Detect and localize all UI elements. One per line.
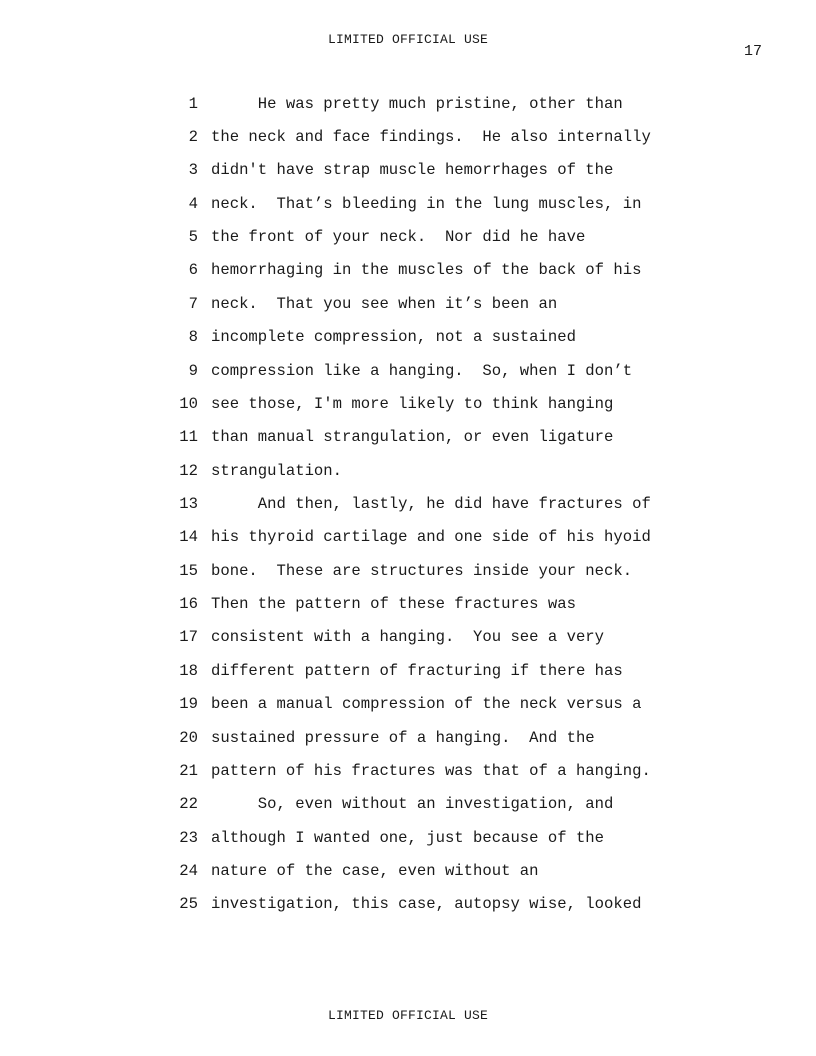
page-number: 17 — [743, 43, 762, 60]
line-number: 19 — [179, 695, 198, 714]
line-text: incomplete compression, not a sustained — [211, 328, 576, 347]
line-text: neck. That’s bleeding in the lung muscles, in — [211, 194, 642, 213]
transcript-line — [170, 788, 690, 821]
line-number: 9 — [188, 361, 198, 380]
line-text: strangulation. — [211, 461, 343, 480]
transcript-line — [170, 821, 690, 854]
line-number: 25 — [179, 895, 198, 914]
transcript-line — [170, 421, 690, 454]
line-text: bone. These are structures inside your neck. — [211, 561, 633, 580]
transcript-body — [170, 87, 690, 921]
line-text: than manual strangulation, or even ligature — [211, 428, 614, 447]
transcript-line — [170, 621, 690, 654]
transcript-line — [170, 888, 690, 921]
line-number: 7 — [188, 294, 198, 313]
transcript-line — [170, 220, 690, 253]
line-number: 15 — [179, 561, 198, 580]
transcript-line — [170, 721, 690, 754]
line-text: his thyroid cartilage and one side of his hyoid — [211, 528, 651, 547]
line-number: 20 — [179, 728, 198, 747]
line-text: see those, I'm more likely to think hanging — [211, 394, 614, 413]
line-text: Then the pattern of these fractures was — [211, 595, 576, 614]
line-text: neck. That you see when it’s been an — [211, 294, 558, 313]
transcript-line — [170, 521, 690, 554]
line-number: 13 — [179, 494, 198, 513]
line-number: 6 — [188, 261, 198, 280]
line-number: 4 — [188, 194, 198, 213]
header-classification-marking: LIMITED OFFICIAL USE — [327, 32, 489, 47]
transcript-line — [170, 554, 690, 587]
transcript-line — [170, 587, 690, 620]
line-number: 23 — [179, 828, 198, 847]
line-number: 1 — [188, 94, 198, 113]
line-number: 22 — [179, 795, 198, 814]
transcript-line — [170, 754, 690, 787]
line-text: And then, lastly, he did have fractures of — [211, 494, 651, 513]
line-text: investigation, this case, autopsy wise, looked — [211, 895, 642, 914]
transcript-line — [170, 454, 690, 487]
line-text: the neck and face findings. He also internally — [211, 128, 651, 147]
footer-classification-marking: LIMITED OFFICIAL USE — [327, 1008, 489, 1023]
line-number: 2 — [188, 128, 198, 147]
line-text: pattern of his fractures was that of a hanging. — [211, 761, 651, 780]
line-number: 8 — [188, 328, 198, 347]
line-text: the front of your neck. Nor did he have — [211, 228, 586, 247]
transcript-line — [170, 87, 690, 120]
line-text: consistent with a hanging. You see a very — [211, 628, 605, 647]
line-number: 10 — [179, 394, 198, 413]
line-text: compression like a hanging. So, when I don’t — [211, 361, 633, 380]
line-number: 3 — [188, 161, 198, 180]
transcript-line — [170, 354, 690, 387]
line-number: 5 — [188, 228, 198, 247]
line-text: different pattern of fracturing if there has — [211, 661, 623, 680]
line-text: He was pretty much pristine, other than — [211, 94, 623, 113]
transcript-line — [170, 654, 690, 687]
line-text: although I wanted one, just because of the — [211, 828, 605, 847]
transcript-line — [170, 187, 690, 220]
line-text: hemorrhaging in the muscles of the back of his — [211, 261, 642, 280]
line-number: 21 — [179, 761, 198, 780]
transcript-line — [170, 254, 690, 287]
transcript-line — [170, 154, 690, 187]
line-number: 17 — [179, 628, 198, 647]
line-number: 18 — [179, 661, 198, 680]
line-number: 14 — [179, 528, 198, 547]
transcript-line — [170, 321, 690, 354]
line-number: 12 — [179, 461, 198, 480]
line-text: So, even without an investigation, and — [211, 795, 614, 814]
transcript-line — [170, 387, 690, 420]
line-number: 24 — [179, 861, 198, 880]
transcript-line — [170, 487, 690, 520]
line-text: been a manual compression of the neck versus a — [211, 695, 642, 714]
transcript-line — [170, 120, 690, 153]
transcript-line — [170, 287, 690, 320]
transcript-line — [170, 854, 690, 887]
line-text: sustained pressure of a hanging. And the — [211, 728, 595, 747]
line-number: 11 — [179, 428, 198, 447]
line-text: nature of the case, even without an — [211, 861, 539, 880]
line-text: didn't have strap muscle hemorrhages of the — [211, 161, 614, 180]
line-number: 16 — [179, 595, 198, 614]
transcript-line — [170, 687, 690, 720]
